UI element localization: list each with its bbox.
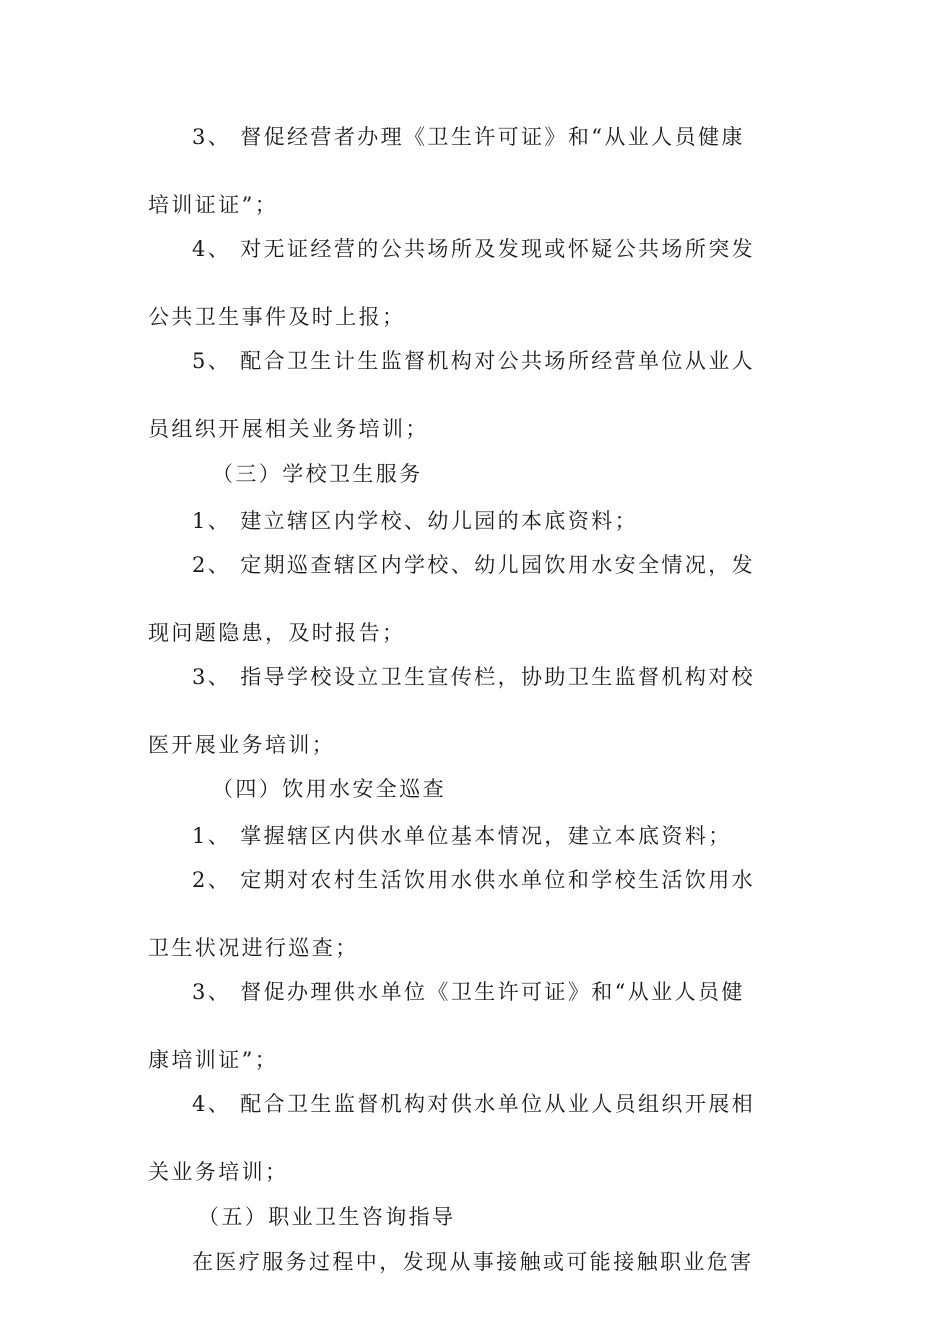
water-item-1: 1、 掌握辖区内供水单位基本情况，建立本底资料； xyxy=(192,824,732,848)
occupational-paragraph-line1: 在医疗服务过程中，发现从事接触或可能接触职业危害 xyxy=(192,1250,754,1274)
school-item-2-line1: 2、 定期巡查辖区内学校、幼儿园饮用水安全情况，发 xyxy=(192,553,756,577)
water-item-4-line2: 关业务培训； xyxy=(148,1160,289,1184)
water-item-2-line2: 卫生状况进行巡查； xyxy=(148,936,359,960)
school-item-3-line2: 医开展业务培训； xyxy=(148,733,336,757)
school-item-1: 1、 建立辖区内学校、幼儿园的本底资料； xyxy=(192,509,639,533)
section-heading-occupational-health: （五）职业卫生咨询指导 xyxy=(198,1205,456,1229)
list-item-4-line1: 4、 对无证经营的公共场所及发现或怀疑公共场所突发 xyxy=(192,237,756,261)
list-item-3-line2: 培训证证”； xyxy=(148,193,279,217)
list-item-3-line1: 3、 督促经营者办理《卫生许可证》和“从业人员健康 xyxy=(192,125,745,149)
water-item-3-line2: 康培训证”； xyxy=(148,1048,279,1072)
water-item-4-line1: 4、 配合卫生监督机构对供水单位从业人员组织开展相 xyxy=(192,1092,756,1116)
school-item-3-line1: 3、 指导学校设立卫生宣传栏，协助卫生监督机构对校 xyxy=(192,665,756,689)
school-item-2-line2: 现问题隐患，及时报告； xyxy=(148,621,406,645)
water-item-3-line1: 3、 督促办理供水单位《卫生许可证》和“从业人员健 xyxy=(192,980,745,1004)
list-item-5-line1: 5、 配合卫生计生监督机构对公共场所经营单位从业人 xyxy=(192,349,756,373)
list-item-4-line2: 公共卫生事件及时上报； xyxy=(148,305,406,329)
section-heading-school-health: （三）学校卫生服务 xyxy=(212,462,423,486)
list-item-5-line2: 员组织开展相关业务培训； xyxy=(148,417,429,441)
water-item-2-line1: 2、 定期对农村生活饮用水供水单位和学校生活饮用水 xyxy=(192,868,756,892)
section-heading-water-safety: （四）饮用水安全巡查 xyxy=(212,777,446,801)
